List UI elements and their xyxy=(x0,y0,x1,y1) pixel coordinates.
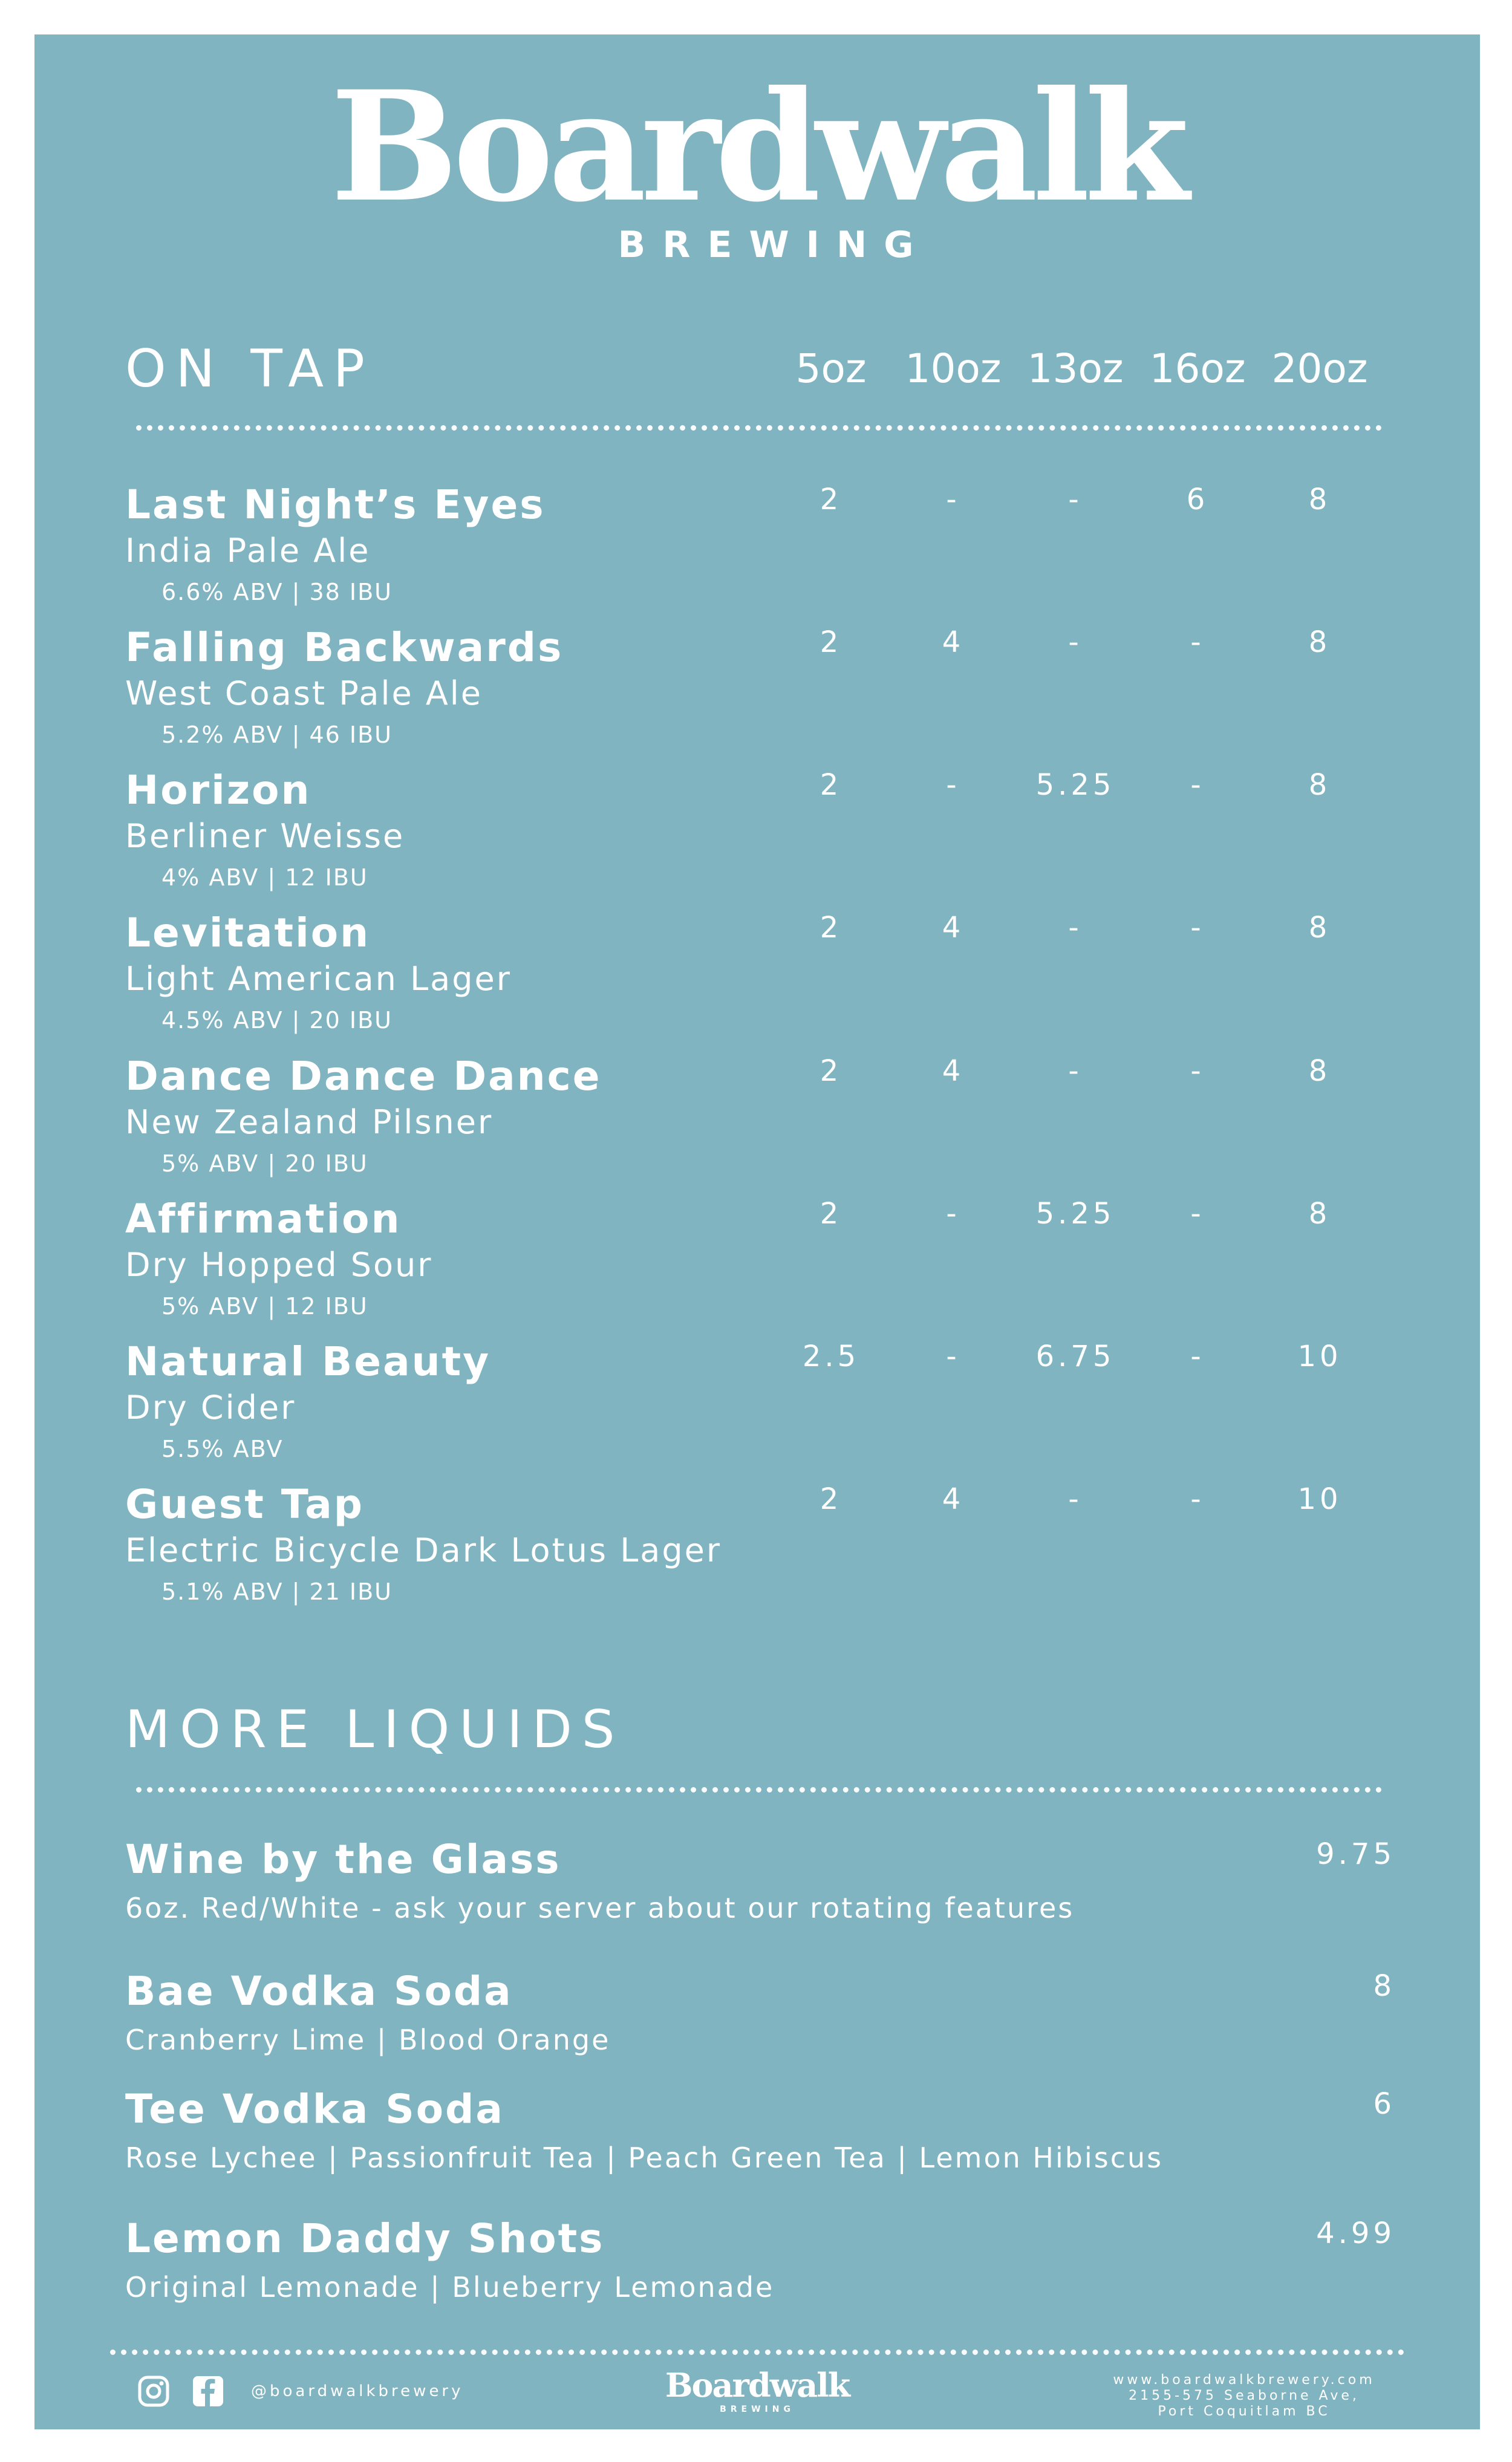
beer-abv: 4% ABV | 12 IBU xyxy=(161,864,368,891)
beer-name: Natural Beauty xyxy=(125,1338,491,1385)
price-13oz: - xyxy=(1068,1482,1083,1516)
price-16oz: - xyxy=(1190,768,1205,802)
liquid-price: 8 xyxy=(1373,1969,1395,2003)
price-5oz: 2 xyxy=(820,1482,842,1516)
price-10oz: - xyxy=(946,768,960,802)
price-20oz: 10 xyxy=(1297,1340,1342,1373)
beer-abv: 5.1% ABV | 21 IBU xyxy=(161,1578,393,1605)
divider-on-tap xyxy=(136,425,1382,431)
price-5oz: 2 xyxy=(820,911,842,945)
brand-logo: Boardwalk xyxy=(330,57,1184,235)
price-16oz: - xyxy=(1190,1340,1205,1373)
price-13oz: - xyxy=(1068,483,1083,516)
price-13oz: 5.25 xyxy=(1035,1197,1115,1231)
beer-abv: 5% ABV | 12 IBU xyxy=(161,1293,368,1320)
price-20oz: 10 xyxy=(1297,1482,1342,1516)
size-header-20oz: 20oz xyxy=(1271,345,1368,392)
price-10oz: 4 xyxy=(942,911,965,945)
beer-style: New Zealand Pilsner xyxy=(125,1103,494,1141)
price-13oz: - xyxy=(1068,1054,1083,1088)
beer-style: Dry Cider xyxy=(125,1389,296,1427)
beer-abv: 6.6% ABV | 38 IBU xyxy=(161,579,393,605)
price-10oz: - xyxy=(946,1340,960,1373)
price-10oz: 4 xyxy=(942,1054,965,1088)
size-header-5oz: 5oz xyxy=(795,345,867,392)
beer-name: Levitation xyxy=(125,910,371,956)
price-20oz: 8 xyxy=(1308,483,1331,516)
price-16oz: - xyxy=(1190,911,1205,945)
beer-abv: 5.2% ABV | 46 IBU xyxy=(161,721,393,748)
price-10oz: - xyxy=(946,1197,960,1231)
beer-abv: 5% ABV | 20 IBU xyxy=(161,1150,368,1177)
street-address: 2155-575 Seaborne Ave, xyxy=(1129,2388,1360,2403)
price-10oz: 4 xyxy=(942,625,965,659)
price-16oz: 6 xyxy=(1186,483,1209,516)
price-13oz: 6.75 xyxy=(1035,1340,1115,1373)
city-address: Port Coquitlam BC xyxy=(1158,2404,1331,2419)
price-13oz: 5.25 xyxy=(1035,768,1115,802)
footer-address xyxy=(1093,2372,1395,2420)
beer-abv: 5.5% ABV xyxy=(161,1436,284,1462)
price-5oz: 2 xyxy=(820,483,842,516)
size-header-10oz: 10oz xyxy=(905,345,1002,392)
price-16oz: - xyxy=(1190,1054,1205,1088)
beer-item xyxy=(125,1196,1456,1338)
size-header-13oz: 13oz xyxy=(1027,345,1124,392)
liquid-item xyxy=(125,2215,1395,2316)
liquid-price: 4.99 xyxy=(1316,2216,1395,2250)
price-5oz: 2 xyxy=(820,1197,842,1231)
price-10oz: - xyxy=(946,483,960,516)
beer-name: Affirmation xyxy=(125,1196,402,1242)
divider-more-liquids xyxy=(136,1787,1382,1793)
beer-item xyxy=(125,1481,1456,1624)
beer-style: Light American Lager xyxy=(125,960,512,998)
footer-logo-subtitle: BREWING xyxy=(720,2405,795,2414)
price-5oz: 2 xyxy=(820,1054,842,1088)
liquid-item xyxy=(125,1836,1395,1936)
divider-footer xyxy=(110,2350,1404,2355)
liquid-name: Bae Vodka Soda xyxy=(125,1968,513,2014)
beer-style: Berliner Weisse xyxy=(125,817,405,855)
on-tap-title: ON TAP xyxy=(125,339,374,399)
beer-item xyxy=(125,1053,1456,1196)
beer-name: Horizon xyxy=(125,767,311,813)
social-handle[interactable]: @boardwalkbrewery xyxy=(251,2382,464,2400)
liquid-price: 6 xyxy=(1373,2087,1395,2121)
beer-item xyxy=(125,910,1456,1052)
price-20oz: 8 xyxy=(1308,625,1331,659)
liquid-description: 6oz. Red/White - ask your server about our rotating features xyxy=(125,1892,1075,1924)
beer-name: Last Night’s Eyes xyxy=(125,481,546,528)
beer-item xyxy=(125,624,1456,767)
price-5oz: 2 xyxy=(820,768,842,802)
more-liquids-title: MORE LIQUIDS xyxy=(125,1699,625,1760)
beer-style: West Coast Pale Ale xyxy=(125,674,483,712)
brand-subtitle: BREWING xyxy=(618,224,931,266)
price-20oz: 8 xyxy=(1308,1197,1331,1231)
price-16oz: - xyxy=(1190,1482,1205,1516)
price-13oz: - xyxy=(1068,625,1083,659)
beer-item xyxy=(125,767,1456,910)
liquid-item xyxy=(125,2086,1395,2186)
price-5oz: 2 xyxy=(820,625,842,659)
liquid-price: 9.75 xyxy=(1316,1837,1395,1871)
liquid-name: Lemon Daddy Shots xyxy=(125,2215,605,2262)
beer-style: Electric Bicycle Dark Lotus Lager xyxy=(125,1531,722,1569)
website-link[interactable]: www.boardwalkbrewery.com xyxy=(1113,2372,1375,2388)
beer-name: Guest Tap xyxy=(125,1481,365,1528)
menu-card xyxy=(34,34,1480,2429)
beer-name: Falling Backwards xyxy=(125,624,564,671)
price-20oz: 8 xyxy=(1308,911,1331,945)
liquid-description: Rose Lychee | Passionfruit Tea | Peach Green Tea | Lemon Hibiscus xyxy=(125,2141,1164,2174)
liquid-name: Wine by the Glass xyxy=(125,1836,561,1883)
liquid-name: Tee Vodka Soda xyxy=(125,2086,504,2132)
beer-abv: 4.5% ABV | 20 IBU xyxy=(161,1007,393,1034)
size-header-16oz: 16oz xyxy=(1149,345,1246,392)
liquid-description: Original Lemonade | Blueberry Lemonade xyxy=(125,2271,775,2304)
beer-item xyxy=(125,481,1456,624)
liquid-item xyxy=(125,1968,1395,2068)
beer-name: Dance Dance Dance xyxy=(125,1053,602,1099)
price-16oz: - xyxy=(1190,625,1205,659)
liquid-description: Cranberry Lime | Blood Orange xyxy=(125,2024,611,2056)
beer-item xyxy=(125,1338,1456,1481)
price-5oz: 2.5 xyxy=(802,1340,860,1373)
beer-style: India Pale Ale xyxy=(125,532,371,570)
price-20oz: 8 xyxy=(1308,1054,1331,1088)
footer-logo: Boardwalk xyxy=(665,2366,850,2405)
price-13oz: - xyxy=(1068,911,1083,945)
price-16oz: - xyxy=(1190,1197,1205,1231)
beer-style: Dry Hopped Sour xyxy=(125,1246,433,1284)
price-20oz: 8 xyxy=(1308,768,1331,802)
price-10oz: 4 xyxy=(942,1482,965,1516)
